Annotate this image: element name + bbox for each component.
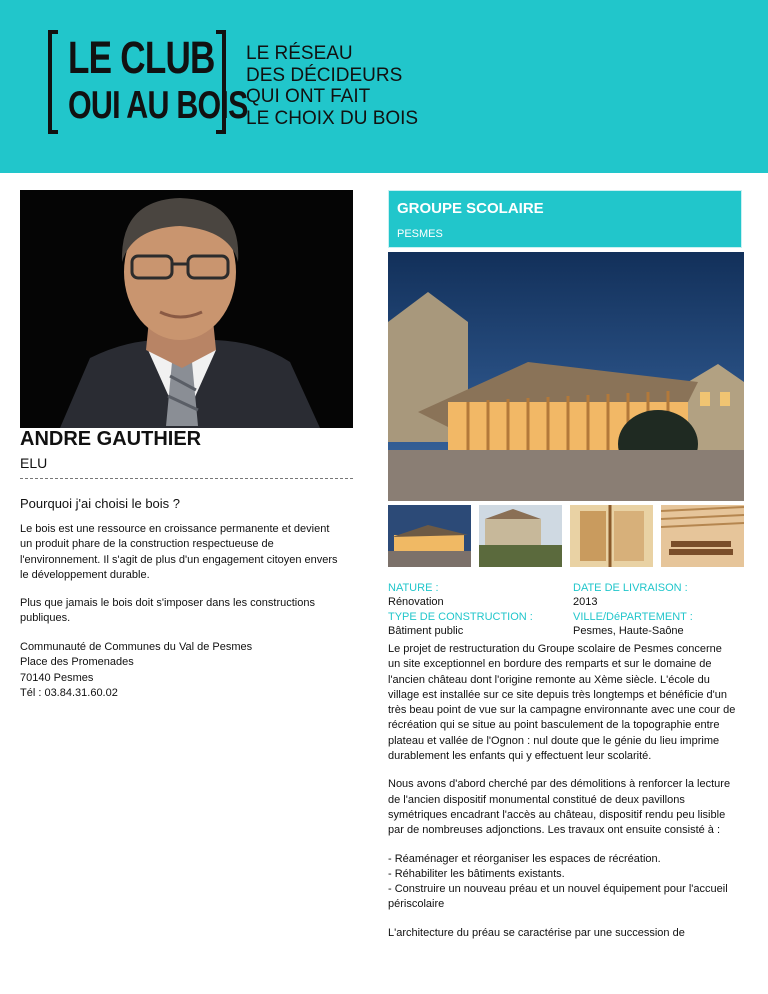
project-location: PESMES (397, 228, 443, 240)
tagline (246, 43, 418, 129)
project-thumbnail[interactable] (388, 505, 471, 567)
meta-value: Pesmes, Haute-Saône (573, 624, 684, 637)
person-name: ANDRE GAUTHIER (20, 428, 202, 450)
header-banner (0, 0, 768, 173)
project-thumbnail[interactable] (570, 505, 653, 567)
logo-bracket-left (48, 30, 58, 134)
description-list (388, 852, 736, 913)
address-line: Communauté de Communes du Val de Pesmes (20, 641, 253, 653)
project-meta-left (388, 581, 533, 638)
person-role: ELU (20, 455, 48, 471)
tagline-line: DES DÉCIDEURS (246, 64, 403, 86)
project-thumbnail[interactable] (661, 505, 744, 567)
address-line: Place des Promenades (20, 656, 134, 669)
portrait-illustration (20, 190, 353, 428)
dashed-divider (20, 478, 353, 479)
description-paragraph: Nous avons d'abord cherché par des démolitions à renforcer la lecture de l'ancien dispositif monumental constitué de deux pavillons symétriques encadrant l'accès au château, dispositif rendu peu lisible par de nombreuses adjonctions. Les travaux ont ensuite consisté à : (388, 778, 731, 837)
description-list-item: - Réhabiliter les bâtiments existants. (388, 867, 565, 880)
school-building-illustration (388, 252, 744, 501)
description-list-item: - Réaménager et réorganiser les espaces de récréation. (388, 852, 661, 865)
meta-label: DATE DE LIVRAISON : (573, 582, 688, 594)
meta-label: VILLE/DéPARTEMENT : (573, 610, 693, 623)
project-thumbnail[interactable] (479, 505, 562, 567)
contact-address (20, 640, 252, 701)
meta-label: TYPE DE CONSTRUCTION : (388, 610, 533, 623)
meta-value: 2013 (573, 596, 598, 609)
description-paragraph: L'architecture du préau se caractérise par une succession de (388, 926, 685, 939)
address-line: 70140 Pesmes (20, 671, 94, 684)
meta-value: Bâtiment public (388, 624, 464, 637)
testimony-paragraph: Le bois est une ressource en croissance permanente et devient un produit phare de la construction respectueuse de l'environnement. Il s'agit de plus d'un engagement citoyen envers le développement durable. (20, 523, 338, 581)
project-main-photo (388, 252, 744, 501)
why-wood-heading: Pourquoi j'ai choisi le bois ? (20, 496, 181, 511)
tagline-line: LE CHOIX DU BOIS (246, 107, 419, 129)
address-line: Tél : 03.84.31.60.02 (20, 686, 118, 699)
description-paragraph: Le projet de restructuration du Groupe scolaire de Pesmes concerne un site exceptionnel en bordure des remparts et sur le domaine de l'ancien château dont l'origine remonte au Xème siècle. L'école du village est installée sur ce site depuis très longtemps et bénéficie d'un très beau point de vue sur la campagne environnante avec une cour de récréation qui se situe au point basculement de la topographie entre plateau et vallée de l'Ognon : nul doute que le génie du lieu imprime durablement les enfants qui y effectuent leur scolarité. (388, 643, 736, 763)
project-description (388, 642, 736, 954)
tagline-line: LE RÉSEAU (246, 43, 353, 64)
testimony-paragraph: Plus que jamais le bois doit s'imposer dans les constructions publiques. (20, 597, 315, 625)
logo-line-2: OUI AU BOIS (68, 84, 248, 127)
club-logo (48, 30, 248, 138)
testimony-text (20, 522, 342, 640)
portrait-photo (20, 190, 353, 428)
meta-value: Rénovation (388, 596, 444, 609)
meta-label: NATURE : (388, 582, 439, 594)
project-meta-right (573, 581, 693, 638)
description-list-item: - Construire un nouveau préau et un nouvel équipement pour l'accueil périscolaire (388, 883, 728, 911)
project-title: GROUPE SCOLAIRE (397, 200, 544, 217)
project-title-card (388, 190, 742, 248)
tagline-line: QUI ONT FAIT (246, 86, 371, 107)
logo-line-1: LE CLUB (68, 32, 215, 83)
